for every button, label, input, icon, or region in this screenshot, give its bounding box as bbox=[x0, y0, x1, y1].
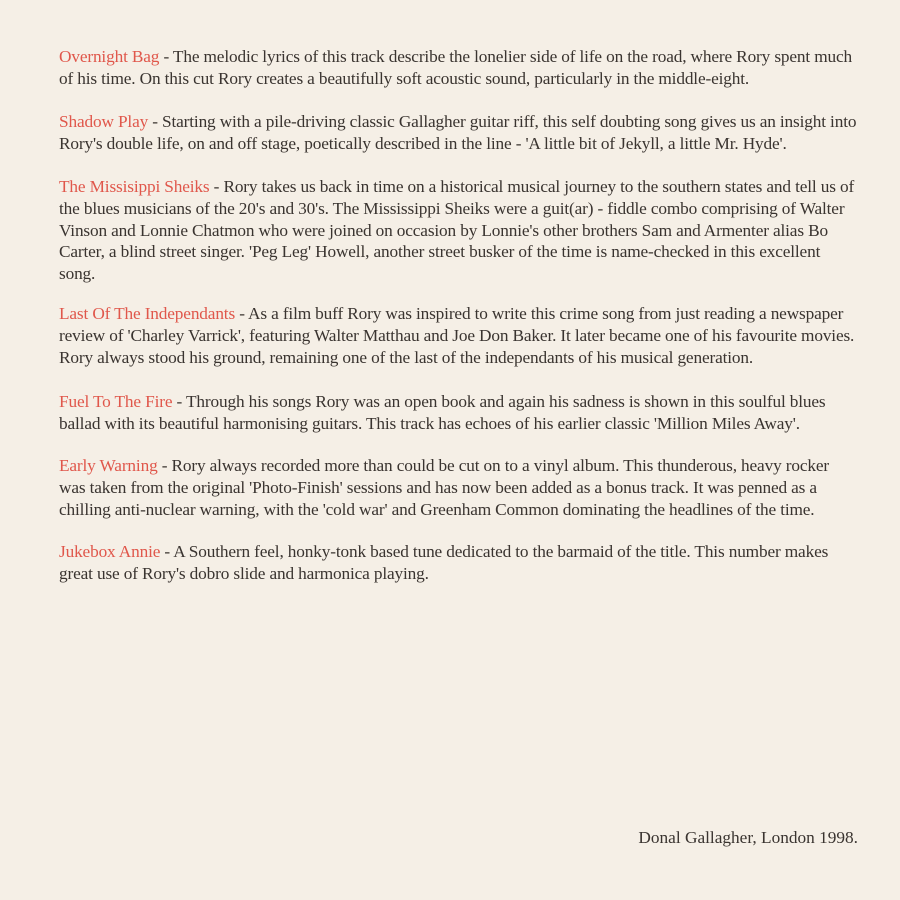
track-description: The melodic lyrics of this track describe the lonelier side of life on the road, where Rory spent much of his time. On this cut Rory creates a beautifully soft acoustic sound, particularly in the middle-eight. bbox=[59, 47, 853, 88]
track-description: As a film buff Rory was inspired to write this crime song from just reading a newspaper review of 'Charley Varrick', featuring Walter Matthau and Joe Don Baker. It later became one of his favourite movies. Rory always stood his ground, remaining one of the last of the independants of his musical generation. bbox=[59, 304, 855, 367]
track-description: Through his songs Rory was an open book and again his sadness is shown in this soulful blues ballad with its beautiful harmonising guitars. This track has echoes of his earlier classic 'Million Miles Away'. bbox=[59, 392, 826, 433]
track-description: Rory always recorded more than could be cut on to a vinyl album. This thunderous, heavy rocker was taken from the original 'Photo-Finish' sessions and has now been added as a bonus track. It was penned as a chilling anti-nuclear warning, with the 'cold war' and Greenham Common dominating the headlines of the time. bbox=[59, 456, 829, 519]
track-note-last-of-the-independants bbox=[59, 303, 859, 368]
track-title: Shadow Play bbox=[59, 112, 149, 132]
title-separator: - bbox=[159, 47, 173, 66]
track-note-jukebox-annie bbox=[59, 541, 859, 584]
title-separator: - bbox=[209, 177, 224, 197]
track-title: Jukebox Annie bbox=[59, 542, 161, 562]
track-note-early-warning bbox=[59, 455, 859, 520]
title-separator: - bbox=[157, 456, 172, 476]
track-title: Overnight Bag bbox=[59, 47, 160, 66]
author-signature: Donal Gallagher, London 1998. bbox=[638, 828, 858, 847]
track-title: Last Of The Independants bbox=[59, 304, 236, 324]
title-separator: - bbox=[235, 304, 249, 324]
title-separator: - bbox=[160, 542, 174, 562]
track-notes-list bbox=[59, 46, 859, 606]
track-note-shadow-play bbox=[59, 111, 859, 154]
track-description: A Southern feel, honky-tonk based tune dedicated to the barmaid of the title. This number makes great use of Rory's dobro slide and harmonica playing. bbox=[59, 542, 829, 583]
track-title: Fuel To The Fire bbox=[59, 392, 173, 412]
track-title: Early Warning bbox=[59, 456, 158, 476]
track-description: Rory takes us back in time on a historical musical journey to the southern states and tell us of the blues musicians of the 20's and 30's. The Mississippi Sheiks were a guit(ar) - fiddle combo comprising of Walter Vinson and Lonnie Chatmon who were joined on occasion by Lonnie's other brothers Sam and Armenter alias Bo Carter, a blind street singer. 'Peg Leg' Howell, another street busker of the time is name-checked in this excellent song. bbox=[59, 177, 855, 283]
title-separator: - bbox=[148, 112, 163, 132]
track-note-missisippi-sheiks bbox=[59, 176, 859, 284]
track-title: The Missisippi Sheiks bbox=[59, 177, 210, 197]
track-note-fuel-to-the-fire bbox=[59, 391, 859, 434]
track-note-overnight-bag bbox=[59, 46, 859, 89]
track-description: Starting with a pile-driving classic Gallagher guitar riff, this self doubting song gives us an insight into Rory's double life, on and off stage, poetically described in the line - 'A little bit of Jekyll, a little Mr. Hyde'. bbox=[59, 112, 857, 153]
title-separator: - bbox=[172, 392, 186, 412]
